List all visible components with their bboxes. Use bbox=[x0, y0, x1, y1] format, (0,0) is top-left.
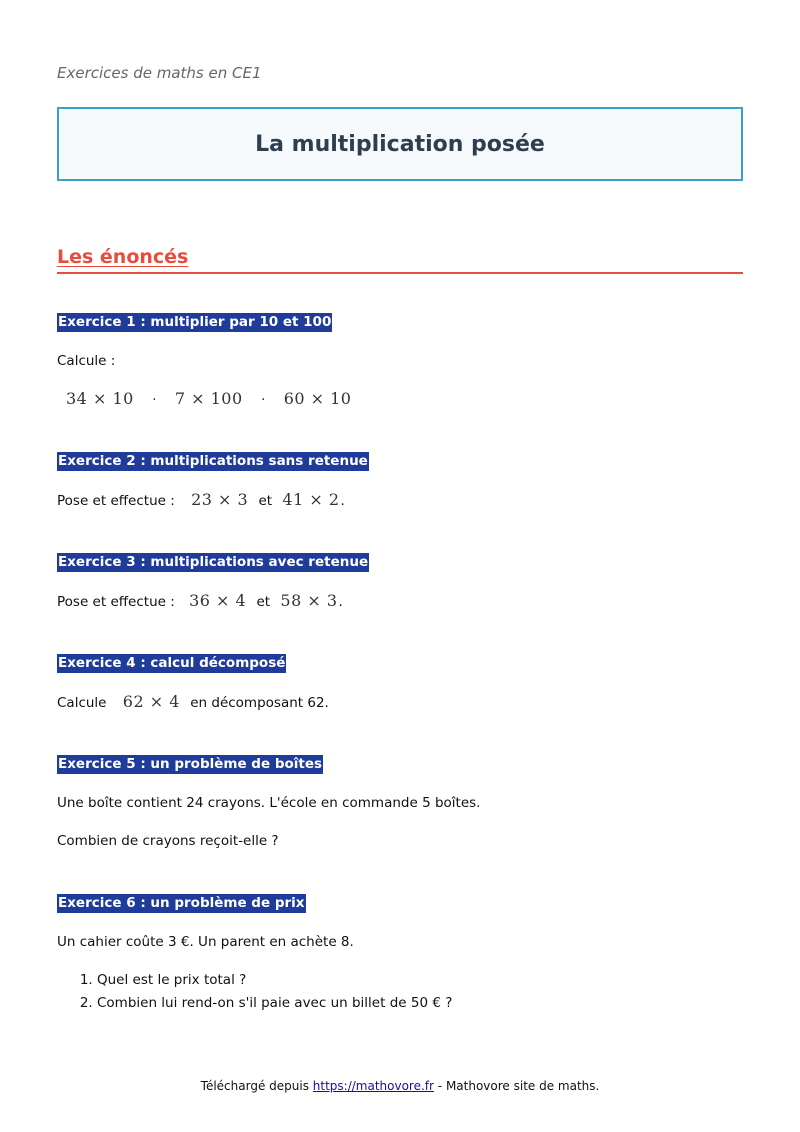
exercise-1-expressions bbox=[57, 390, 357, 409]
exercise-1-intro: Calcule : bbox=[57, 353, 116, 369]
conjunction: et bbox=[256, 594, 271, 610]
math-expression: 7 × 100 bbox=[174, 389, 243, 408]
list-item: 2. Combien lui rend-on s'il paie avec un billet de 50 € ? bbox=[97, 994, 452, 1012]
math-expression: 58 × 3 bbox=[280, 591, 338, 610]
section-heading-text: Les énoncés bbox=[57, 246, 189, 268]
math-expression: 34 × 10 bbox=[66, 389, 134, 408]
exercise-1-heading: Exercice 1 : multiplier par 10 et 100 bbox=[58, 314, 332, 330]
exercise-6-heading: Exercice 6 : un problème de prix bbox=[58, 895, 305, 911]
exercise-3-lead: Pose et effectue : bbox=[57, 594, 175, 610]
exercise-4-lead: Calcule bbox=[57, 695, 107, 711]
math-expression: 36 × 4 bbox=[189, 591, 247, 610]
math-expression: 23 × 3 bbox=[191, 490, 249, 509]
exercise-4-tail: en décomposant 62. bbox=[190, 695, 329, 711]
page-footer bbox=[0, 1079, 800, 1093]
math-expression: 60 × 10 bbox=[283, 389, 352, 408]
exercise-5-line-2: Combien de crayons reçoit-elle ? bbox=[57, 833, 279, 849]
exercise-3-text bbox=[57, 592, 343, 611]
footer-link[interactable]: https://mathovore.fr bbox=[312, 1079, 434, 1093]
list-item: 1. Quel est le prix total ? bbox=[97, 971, 452, 989]
conjunction: et bbox=[258, 493, 273, 509]
exercise-2-text bbox=[57, 491, 345, 510]
exercise-5-line-1: Une boîte contient 24 crayons. L'école en commande 5 boîtes. bbox=[57, 795, 481, 811]
period: . bbox=[338, 594, 343, 610]
section-heading bbox=[57, 246, 743, 274]
math-expression: 41 × 2 bbox=[282, 490, 340, 509]
page-title: La multiplication posée bbox=[255, 131, 545, 157]
separator: · bbox=[152, 392, 157, 408]
exercise-4-heading: Exercice 4 : calcul décomposé bbox=[58, 655, 286, 671]
document-subtitle: Exercices de maths en CE1 bbox=[57, 64, 262, 82]
exercise-2-heading: Exercice 2 : multiplications sans retenue bbox=[58, 453, 368, 469]
exercise-6-questions bbox=[57, 971, 452, 1017]
title-box bbox=[57, 107, 743, 181]
math-expression: 62 × 4 bbox=[122, 692, 180, 711]
footer-prefix: Téléchargé depuis bbox=[200, 1079, 309, 1093]
exercise-6-line-1: Un cahier coûte 3 €. Un parent en achète 8. bbox=[57, 934, 354, 950]
exercise-4-text bbox=[57, 693, 329, 712]
separator: · bbox=[260, 392, 266, 408]
period: . bbox=[340, 493, 345, 509]
exercise-5-heading: Exercice 5 : un problème de boîtes bbox=[58, 756, 323, 772]
exercise-3-heading: Exercice 3 : multiplications avec retenue bbox=[58, 554, 369, 570]
footer-suffix: - Mathovore site de maths. bbox=[437, 1079, 600, 1093]
exercise-2-lead: Pose et effectue : bbox=[57, 493, 175, 509]
